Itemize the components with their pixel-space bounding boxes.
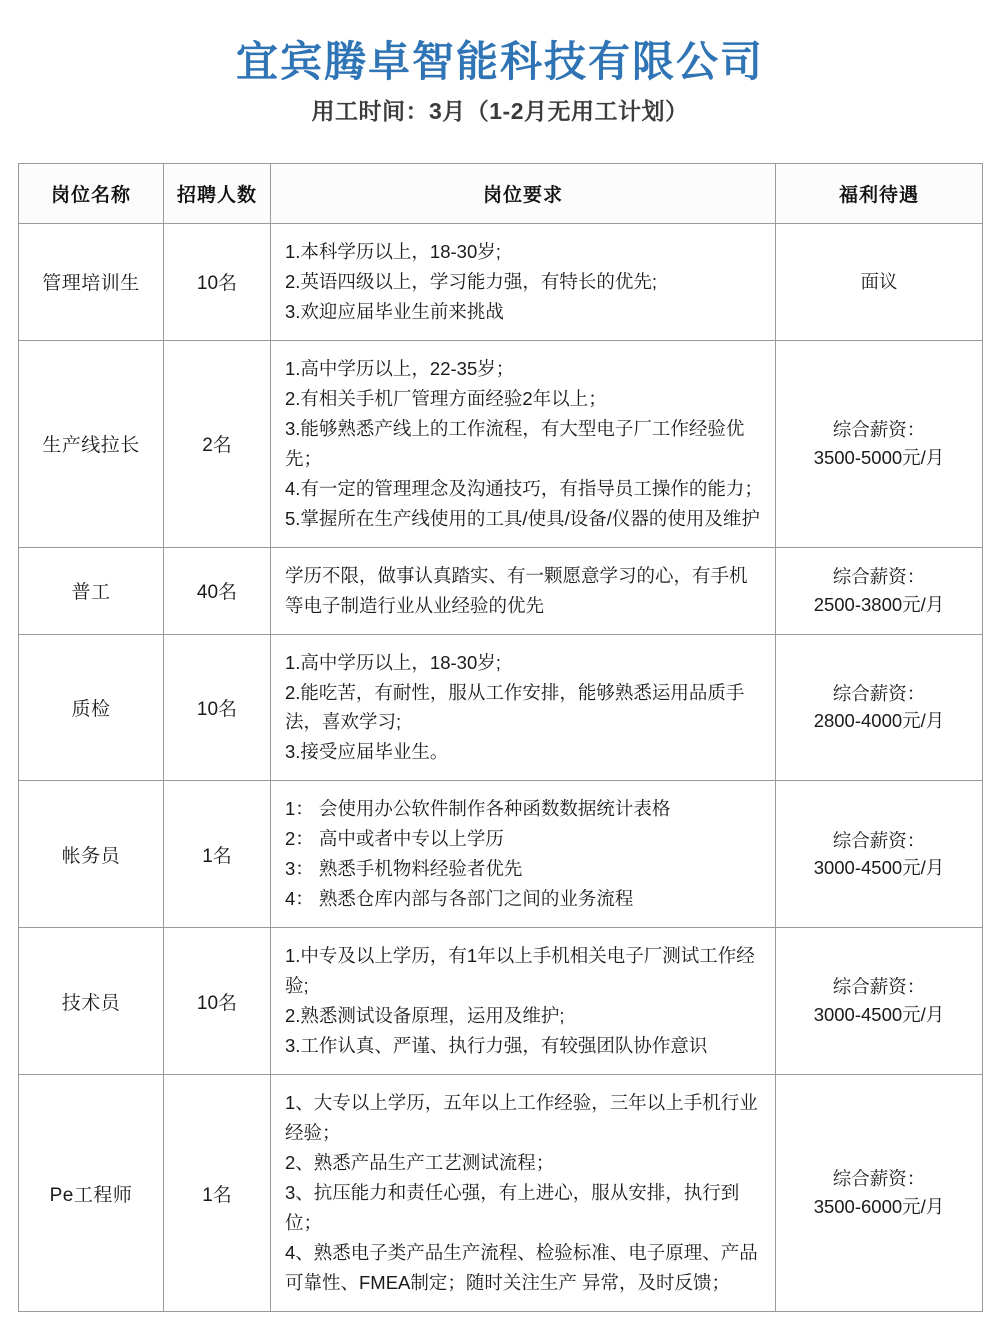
column-header-benefits: 福利待遇: [776, 163, 983, 223]
requirement-line: 3.欢迎应届毕业生前来挑战: [285, 300, 504, 322]
benefit-line: 3500-5000元/月: [813, 446, 945, 468]
requirement-line: 3.能够熟悉产线上的工作流程，有大型电子厂工作经验优先；: [285, 417, 745, 469]
requirement-line: 5.掌握所在生产线使用的工具/使具/设备/仪器的使用及维护: [285, 507, 760, 529]
job-name-cell: 生产线拉长: [19, 340, 164, 547]
requirement-line: 学历不限，做事认真踏实、有一颗愿意学习的心，有手机等电子制造行业从业经验的优先: [285, 564, 748, 616]
requirement-line: 2、熟悉产品生产工艺测试流程；: [285, 1152, 555, 1174]
requirements-cell: [271, 223, 776, 340]
requirements-cell: [271, 547, 776, 634]
requirements-cell: [271, 928, 776, 1075]
table-row: [19, 634, 983, 781]
benefits-cell: [776, 1075, 983, 1312]
jobs-table: [18, 163, 983, 1312]
benefits-cell: [776, 223, 983, 340]
job-name-cell: 技术员: [19, 928, 164, 1075]
requirement-line: 2.能吃苦，有耐性，服从工作安排，能够熟悉运用品质手法，喜欢学习;: [285, 681, 745, 733]
requirement-line: 2.熟悉测试设备原理，运用及维护;: [285, 1005, 565, 1027]
table-row: [19, 340, 983, 547]
jobs-table-head: [19, 163, 983, 223]
requirement-line: 2.有相关手机厂管理方面经验2年以上；: [285, 387, 607, 409]
jobs-table-container: [18, 163, 982, 1312]
benefit-line: 2500-3800元/月: [813, 593, 945, 615]
column-header-requirements: 岗位要求: [271, 163, 776, 223]
requirements-cell: [271, 781, 776, 928]
headcount-cell: 1名: [164, 1075, 271, 1312]
requirement-line: 1、大专以上学历，五年以上工作经验，三年以上手机行业经验；: [285, 1092, 758, 1144]
requirement-line: 3.接受应届毕业生。: [285, 741, 449, 763]
job-name-cell: 质检: [19, 634, 164, 781]
requirements-cell: [271, 1075, 776, 1312]
requirement-line: 1： 会使用办公软件制作各种函数数据统计表格: [285, 798, 671, 820]
table-row: [19, 223, 983, 340]
benefit-line: 综合薪资：: [832, 976, 926, 998]
hire-period-subtitle: 用工时间：3月（1-2月无用工计划）: [311, 98, 689, 125]
requirements-cell: [271, 340, 776, 547]
benefit-line: 3500-6000元/月: [813, 1196, 945, 1218]
requirement-line: 3、抗压能力和责任心强，有上进心，服从安排，执行到位；: [285, 1182, 740, 1234]
requirement-line: 2： 高中或者中专以上学历: [285, 828, 504, 850]
table-row: [19, 781, 983, 928]
table-row: [19, 928, 983, 1075]
table-row: [19, 547, 983, 634]
requirement-line: 1.高中学历以上，18-30岁;: [285, 651, 501, 673]
benefit-line: 3000-4500元/月: [813, 857, 945, 879]
benefit-line: 综合薪资：: [832, 565, 926, 587]
benefits-cell: [776, 634, 983, 781]
table-header-row: [19, 163, 983, 223]
requirement-line: 4.有一定的管理理念及沟通技巧，有指导员工操作的能力；: [285, 477, 763, 499]
job-name-cell: 管理培训生: [19, 223, 164, 340]
benefit-line: 3000-4500元/月: [813, 1004, 945, 1026]
benefits-cell: [776, 340, 983, 547]
headcount-cell: 10名: [164, 928, 271, 1075]
headcount-cell: 2名: [164, 340, 271, 547]
benefits-cell: [776, 928, 983, 1075]
benefits-cell: [776, 781, 983, 928]
benefit-line: 综合薪资：: [832, 1168, 926, 1190]
benefit-line: 面议: [860, 270, 898, 292]
requirement-line: 2.英语四级以上，学习能力强，有特长的优先;: [285, 270, 658, 292]
headcount-cell: 1名: [164, 781, 271, 928]
requirement-line: 1.高中学历以上，22-35岁；: [285, 357, 515, 379]
benefit-line: 综合薪资：: [832, 682, 926, 704]
benefit-line: 2800-4000元/月: [813, 710, 945, 732]
requirement-line: 1.本科学历以上，18-30岁;: [285, 240, 501, 262]
headcount-cell: 10名: [164, 223, 271, 340]
headcount-cell: 10名: [164, 634, 271, 781]
requirement-line: 4： 熟悉仓库内部与各部门之间的业务流程: [285, 888, 634, 910]
requirement-line: 3.工作认真、严谨、执行力强，有较强团队协作意识: [285, 1035, 708, 1057]
headcount-cell: 40名: [164, 547, 271, 634]
column-header-job-name: 岗位名称: [19, 163, 164, 223]
jobs-table-body: [19, 223, 983, 1311]
job-name-cell: 帐务员: [19, 781, 164, 928]
poster-header: [0, 0, 1000, 126]
requirements-cell: [271, 634, 776, 781]
job-name-cell: 普工: [19, 547, 164, 634]
company-title: 宜宾腾卓智能科技有限公司: [235, 38, 764, 85]
benefits-cell: [776, 547, 983, 634]
requirement-line: 1.中专及以上学历，有1年以上手机相关电子厂测试工作经验;: [285, 945, 755, 997]
benefit-line: 综合薪资：: [832, 418, 926, 440]
requirement-line: 3： 熟悉手机物料经验者优先: [285, 858, 523, 880]
requirement-line: 4、熟悉电子类产品生产流程、检验标准、电子原理、产品可靠性、FMEA制定；随时关注生产 异常，及时反馈；: [285, 1242, 758, 1293]
column-header-headcount: 招聘人数: [164, 163, 271, 223]
benefit-line: 综合薪资：: [832, 829, 926, 851]
job-name-cell: Pe工程师: [19, 1075, 164, 1312]
table-row: [19, 1075, 983, 1312]
